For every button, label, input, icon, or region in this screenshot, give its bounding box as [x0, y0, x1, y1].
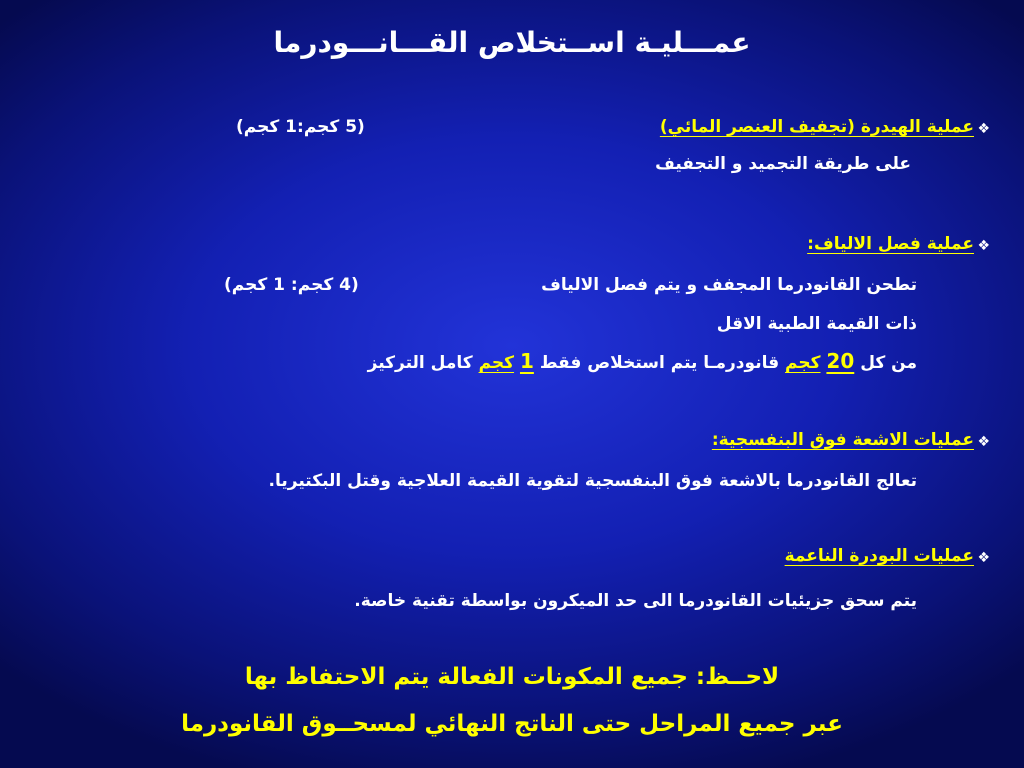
bullet-icon: ❖: [977, 121, 990, 137]
uv-line1: تعالج القانودرما بالاشعة فوق البنفسجية لتقوية القيمة العلاجية وقتل البكتيريا.: [268, 471, 917, 491]
fiber-line3-unit2: كجم: [478, 353, 515, 373]
bullet-icon: ❖: [977, 550, 990, 566]
fiber-line3-num2: 1: [519, 349, 534, 373]
powder-heading: عمليات البودرة الناعمة: [784, 546, 974, 566]
fiber-line2: ذات القيمة الطبية الاقل: [716, 314, 917, 334]
fiber-heading: عملية فصل الالياف:: [807, 234, 974, 254]
fiber-line3: [368, 350, 917, 374]
fiber-line1: تطحن القانودرما المجفف و يتم فصل الالياف: [541, 275, 917, 295]
bullet-icon: ❖: [977, 434, 990, 450]
hydration-ratio: (5 كجم:1 كجم): [236, 117, 365, 137]
fiber-ratio: (4 كجم: 1 كجم): [224, 275, 359, 295]
powder-line1: يتم سحق جزيئيات القانودرما الى حد الميكرون بواسطة تقنية خاصة.: [354, 591, 917, 611]
note-line2: عبر جميع المراحل حتى الناتج النهائي لمسحــوق القانودرما: [181, 711, 843, 737]
uv-heading: عمليات الاشعة فوق البنفسجية:: [711, 430, 974, 450]
fiber-line3-prefix: من كل: [860, 353, 917, 373]
fiber-line3-unit1: كجم: [785, 353, 821, 373]
fiber-line3-suffix: كامل التركيز: [367, 353, 473, 373]
note-line1: لاحــظ: جميع المكونات الفعالة يتم الاحتفاظ بها: [244, 664, 780, 690]
slide-title: عمـــليـة اســتخلاص القـــانـــودرما: [273, 26, 751, 59]
bullet-icon: ❖: [977, 238, 990, 254]
fiber-line3-num1: 20: [826, 349, 855, 373]
hydration-heading: عملية الهيدرة (تجفيف العنصر المائي): [659, 117, 974, 137]
hydration-line1: على طريقة التجميد و التجفيف: [655, 154, 911, 174]
fiber-line3-mid: قانودرمـا يتم استخلاص فقط: [539, 353, 780, 373]
